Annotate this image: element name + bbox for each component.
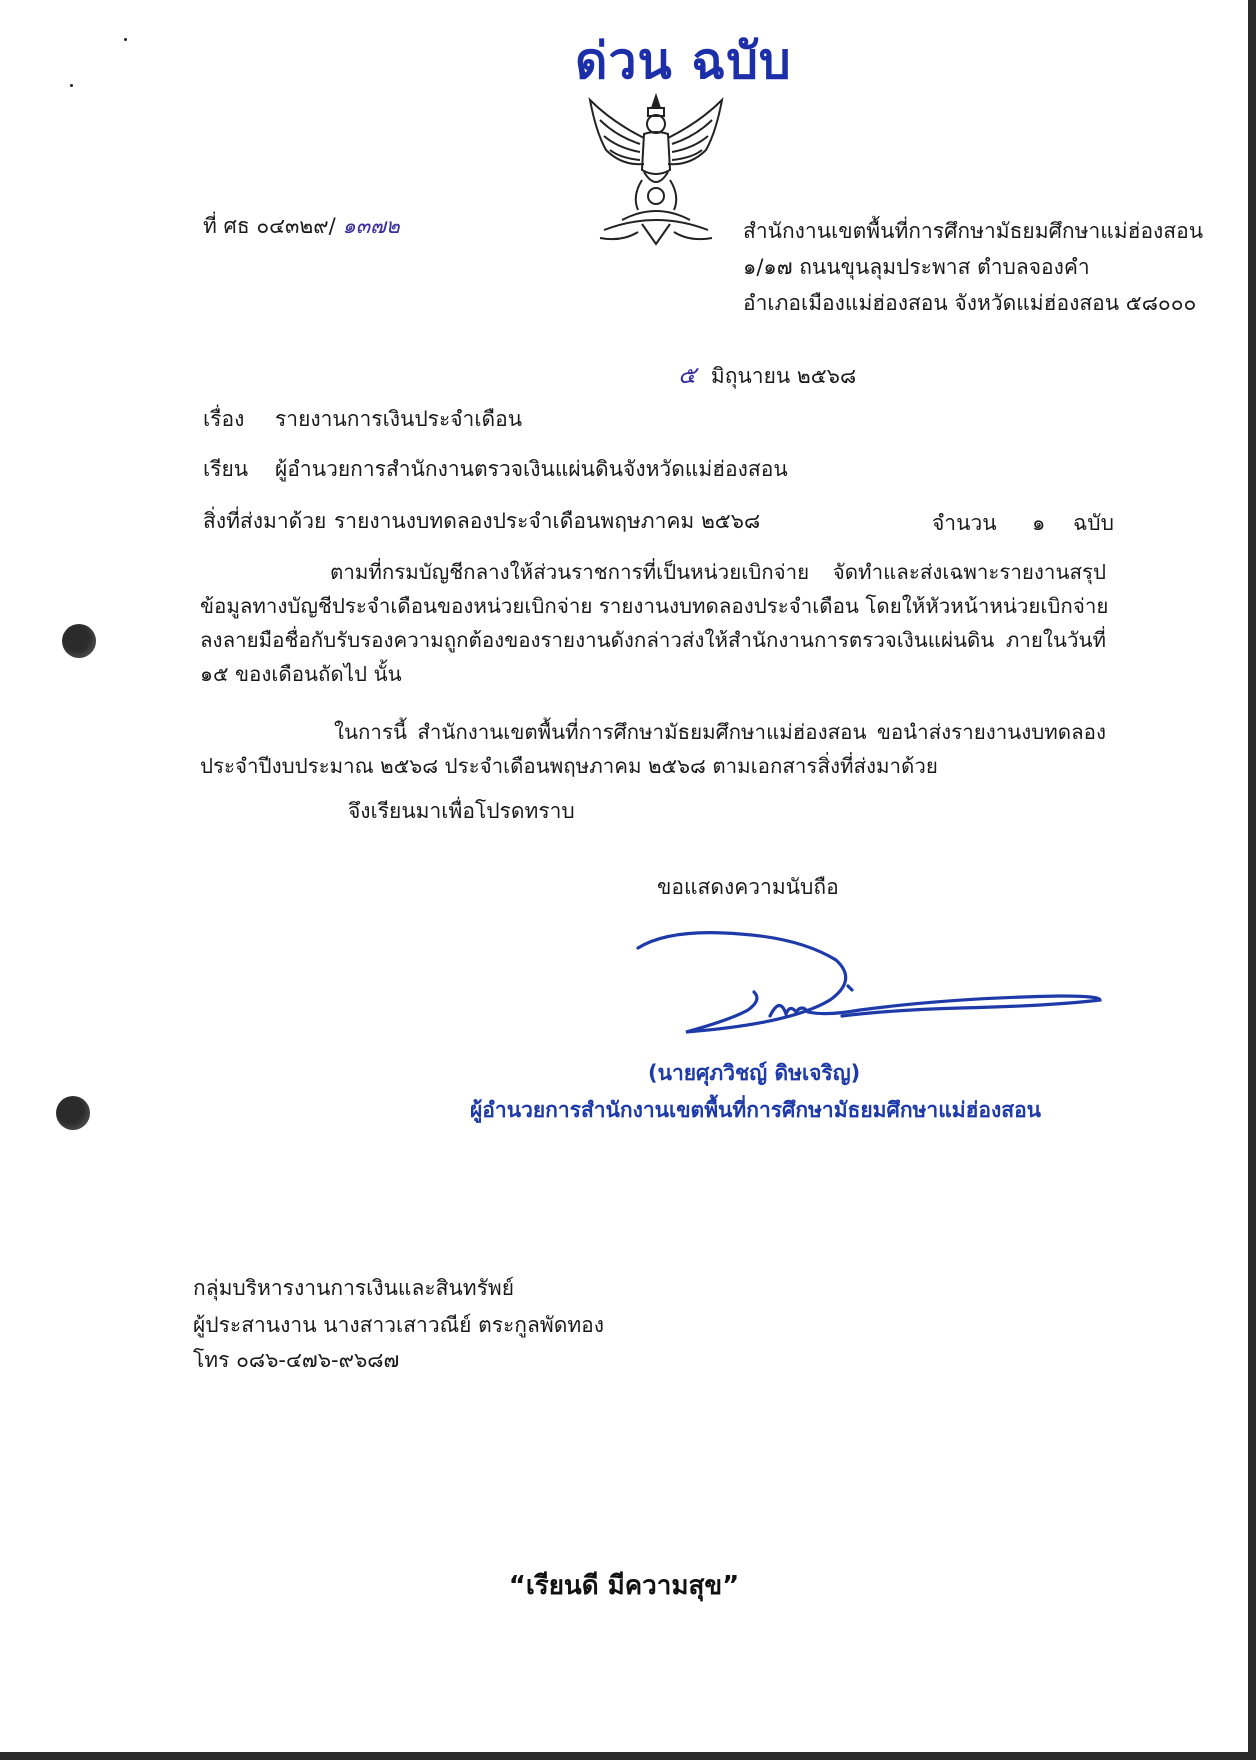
office-name: สำนักงานเขตพื้นที่การศึกษามัธยมศึกษาแม่ฮ่องสอน bbox=[743, 219, 1204, 243]
recipient-value: ผู้อำนวยการสำนักงานตรวจเงินแผ่นดินจังหวัดแม่ฮ่องสอน bbox=[275, 457, 788, 481]
office-district: อำเภอเมืองแม่ฮ่องสอน จังหวัดแม่ฮ่องสอน ๕๘๐๐๐ bbox=[743, 291, 1197, 315]
paragraph-2-line: ประจำปีงบประมาณ ๒๕๖๘ ประจำเดือนพฤษภาคม ๒๕๖๘ ตามเอกสารสิ่งที่ส่งมาด้วย bbox=[200, 754, 938, 778]
garuda-emblem-icon bbox=[582, 92, 730, 247]
body-paragraph-1 bbox=[200, 555, 1109, 691]
paragraph-1-line: ลงลายมือชื่อกับรับรองความถูกต้องของรายงานดังกล่าวส่งให้สำนักงานการตรวจเงินแผ่นดิน ภายในวันที่ bbox=[200, 628, 1106, 652]
date-day: ๕ bbox=[678, 361, 697, 389]
signer-position: ผู้อำนวยการสำนักงานเขตพื้นที่การศึกษามัธยมศึกษาแม่ฮ่องสอน bbox=[470, 1098, 1042, 1122]
recipient-label: เรียน bbox=[203, 457, 249, 481]
motto: “เรียนดี มีความสุข” bbox=[508, 1571, 740, 1601]
punch-hole bbox=[56, 1096, 90, 1130]
date-month-year: มิถุนายน ๒๕๖๘ bbox=[710, 364, 857, 388]
paragraph-1-line: ตามที่กรมบัญชีกลางให้ส่วนราชการที่เป็นหน่วยเบิกจ่าย จัดทำและส่งเฉพาะรายงานสรุป bbox=[330, 560, 1106, 584]
speck bbox=[70, 84, 73, 87]
paragraph-1-line: ๑๕ ของเดือนถัดไป นั้น bbox=[200, 662, 402, 686]
scan-edge bbox=[0, 1752, 1256, 1760]
subject-value: รายงานการเงินประจำเดือน bbox=[275, 407, 523, 431]
enclosure-qty: ๑ bbox=[1032, 511, 1046, 535]
document-number bbox=[203, 214, 400, 239]
contact-coordinator: ผู้ประสานงาน นางสาวเสาวณีย์ ตระกูลพัดทอง bbox=[193, 1313, 605, 1337]
scan-edge bbox=[1248, 0, 1256, 1760]
document-number-handwritten: ๑๓๗๒ bbox=[342, 214, 400, 238]
enclosure-unit: ฉบับ bbox=[1073, 511, 1114, 535]
signature-icon bbox=[630, 920, 1110, 1040]
contact-group: กลุ่มบริหารงานการเงินและสินทรัพย์ bbox=[193, 1276, 515, 1300]
contact-phone: โทร ๐๘๖-๔๗๖-๙๖๘๗ bbox=[193, 1348, 400, 1372]
office-street: ๑/๑๗ ถนนขุนลุมประพาส ตำบลจองคำ bbox=[743, 255, 1090, 279]
signer-name: (นายศุภวิชญ์ ดิษเจริญ) bbox=[648, 1061, 861, 1085]
paragraph-2-line: ในการนี้ สำนักงานเขตพื้นที่การศึกษามัธยมศึกษาแม่ฮ่องสอน ขอนำส่งรายงานงบทดลอง bbox=[334, 720, 1106, 744]
document-number-label: ที่ ศธ ๐๔๓๒๙/ bbox=[203, 214, 336, 238]
closing-line: จึงเรียนมาเพื่อโปรดทราบ bbox=[348, 799, 575, 823]
urgent-stamp: ด่วน ฉบับ bbox=[575, 32, 792, 90]
enclosure-label: สิ่งที่ส่งมาด้วย bbox=[203, 509, 327, 533]
paragraph-1-line: ข้อมูลทางบัญชีประจำเดือนของหน่วยเบิกจ่าย รายงานงบทดลองประจำเดือน โดยให้หัวหน้าหน่วยเบิกจ่าย bbox=[200, 594, 1109, 618]
enclosure-value: รายงานงบทดลองประจำเดือนพฤษภาคม ๒๕๖๘ bbox=[334, 509, 761, 533]
punch-hole bbox=[62, 624, 96, 658]
regards-line: ขอแสดงความนับถือ bbox=[657, 875, 839, 899]
speck bbox=[124, 38, 127, 41]
enclosure-qty-label: จำนวน bbox=[932, 511, 997, 535]
subject-label: เรื่อง bbox=[203, 407, 245, 431]
letter-date bbox=[678, 361, 856, 390]
body-paragraph-2 bbox=[200, 715, 1106, 783]
